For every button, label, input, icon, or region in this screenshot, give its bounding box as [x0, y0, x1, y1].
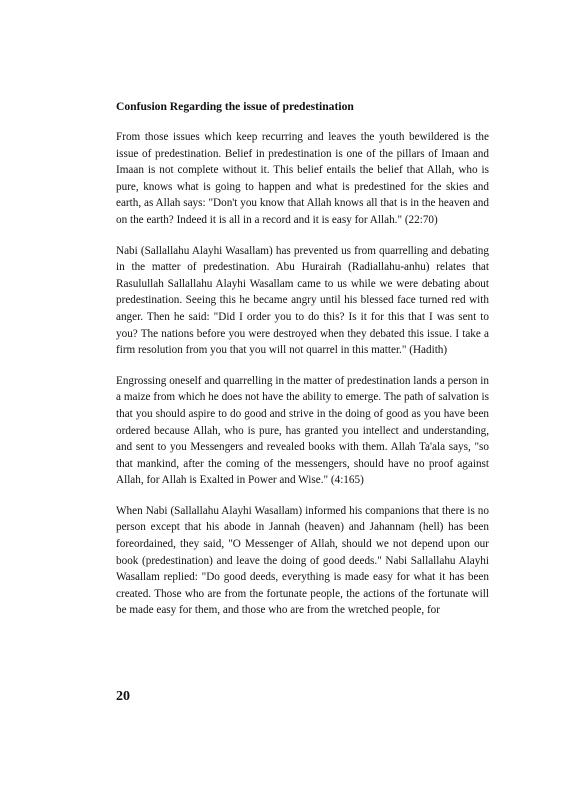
paragraph-4: When Nabi (Sallallahu Alayhi Wasallam) informed his companions that there is no person except that his abode in Jannah (heaven) and Jahannam (hell) has been foreordained, they said, "O Messenger of Allah, should we not depend upon our book (predestination) and leave the doing of good deeds." Nabi Sallallahu Alayhi Wasallam replied: "Do good deeds, everything is made easy for what it has been created. Those who are from the fortunate people, the actions of the fortunate will be made easy for them, and those who are from the wretched people, for: [116, 504, 489, 617]
section-heading: Confusion Regarding the issue of predestination: [116, 100, 354, 113]
paragraph-2: Nabi (Sallallahu Alayhi Wasallam) has prevented us from quarrelling and debating in the matter of predestination. Abu Hurairah (Radiallahu-anhu) relates that Rasulullah Sallallahu Alayhi Wasallam came to us while we were debating about predestination. Seeing this he became angry until his blessed face turned red with anger. Then he said: "Did I order you to do this? Is it for this that I was sent to you? The nations before you were destroyed when they debated this issue. I take a firm resolution from you that you will not quarrel in this matter." (Hadith): [116, 244, 489, 357]
page-number: 20: [116, 689, 130, 704]
paragraph-1: From those issues which keep recurring and leaves the youth bewildered is the issue of predestination. Belief in predestination is one of the pillars of Imaan and Imaan is not complete without it. This belief entails the belief that Allah, who is pure, knows what is going to happen and what is predestined for the skies and earth, as Allah says: "Don't you know that Allah knows all that is in the heaven and on the earth? Indeed it is all in a record and it is easy for Allah." (22:70): [116, 131, 489, 226]
paragraph-3: Engrossing oneself and quarrelling in the matter of predestination lands a person in a maize from which he does not have the ability to emerge. The path of salvation is that you should aspire to do good and strive in the doing of good as you have been ordered because Allah, who is pure, has granted you intellect and understanding, and sent to you Messengers and revealed books with them. Allah Ta'ala says, "so that mankind, after the coming of the messengers, should have no proof against Allah, for Allah is Exalted in Power and Wise." (4:165): [116, 374, 489, 487]
page-content: [116, 99, 489, 633]
